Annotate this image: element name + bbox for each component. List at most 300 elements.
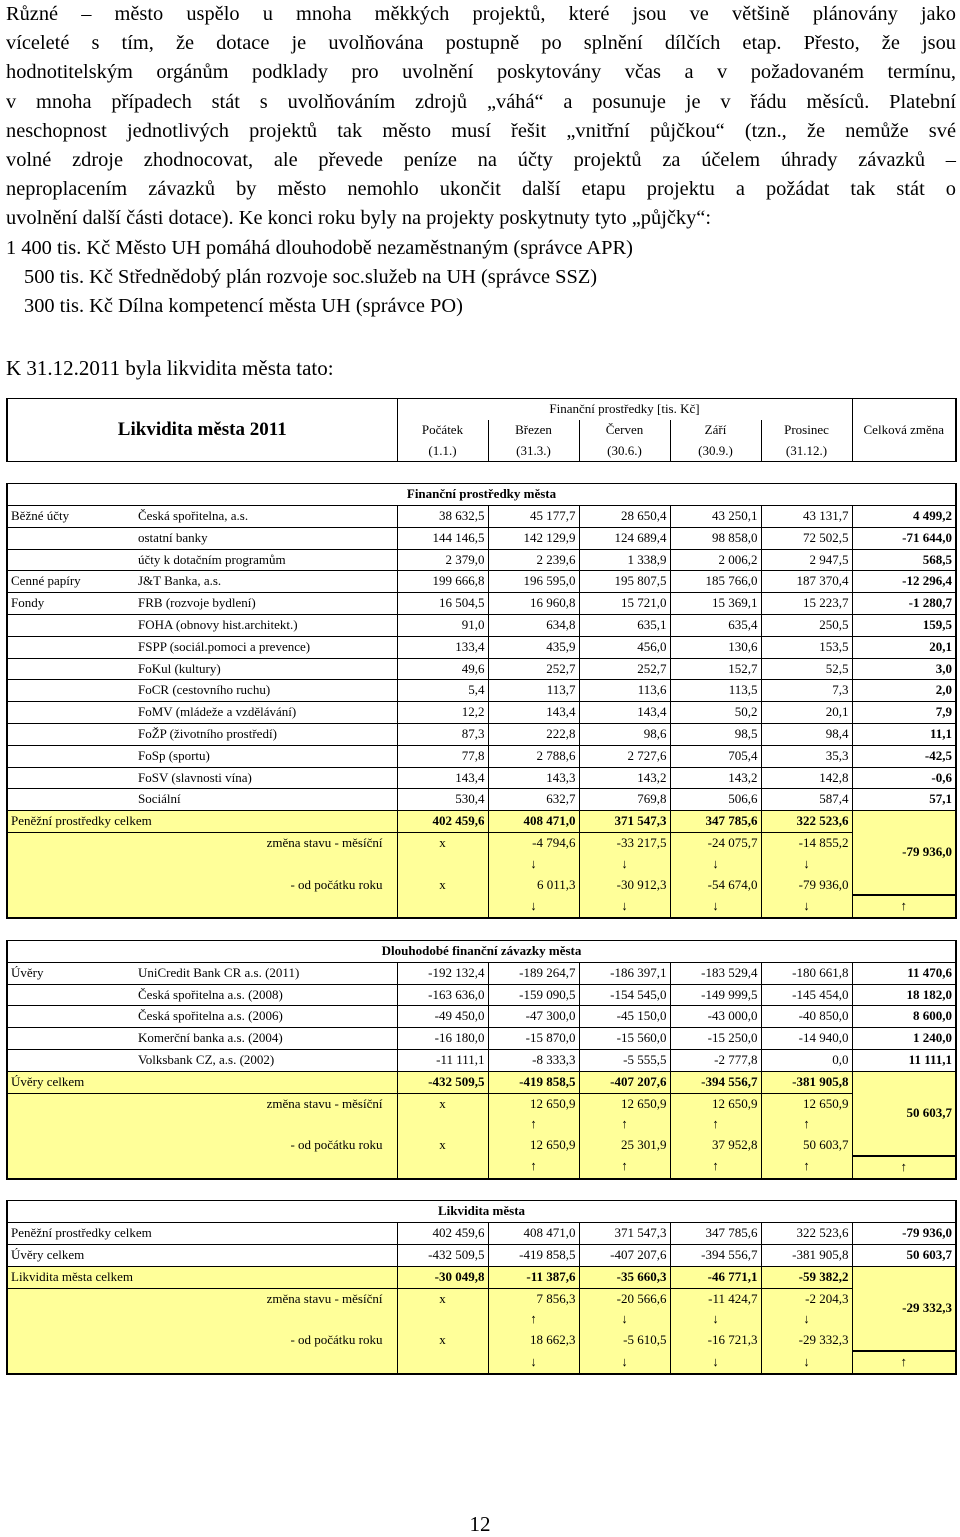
value-cell: -419 858,5 xyxy=(488,1245,579,1267)
value-cell: 2 379,0 xyxy=(397,549,488,571)
value-cell: 43 131,7 xyxy=(761,505,852,527)
value-cell: 130,6 xyxy=(670,636,761,658)
value-cell: -43 000,0 xyxy=(670,1006,761,1028)
row-category xyxy=(7,680,135,702)
total-value: -407 207,6 xyxy=(579,1071,670,1093)
total-value: 371 547,3 xyxy=(579,811,670,833)
value-cell: -159 090,5 xyxy=(488,984,579,1006)
table-row xyxy=(7,549,956,571)
value-cell: 408 471,0 xyxy=(488,1223,579,1245)
arrow-down-icon: ↓ xyxy=(761,1309,852,1330)
value-cell: -381 905,8 xyxy=(761,1245,852,1267)
page-number: 12 xyxy=(469,1512,491,1536)
loan-line: 1 400 tis. Kč Město UH pomáhá dlouhodobě nezaměstnaným (správce APR) xyxy=(6,236,633,259)
arrow-down-icon xyxy=(397,854,488,875)
change-cell: -71 644,0 xyxy=(852,527,956,549)
table-row xyxy=(7,658,956,680)
value-cell: 72 502,5 xyxy=(761,527,852,549)
value-cell: 143,4 xyxy=(488,702,579,724)
monthly-value: 12 650,9 xyxy=(488,1093,579,1114)
value-cell: 705,4 xyxy=(670,745,761,767)
column-date: (30.6.) xyxy=(579,441,670,462)
row-item: FoSp (sportu) xyxy=(135,745,397,767)
value-cell: -407 207,6 xyxy=(579,1245,670,1267)
value-cell: 506,6 xyxy=(670,789,761,811)
change-cell: 4 499,2 xyxy=(852,505,956,527)
monthly-value: 7 856,3 xyxy=(488,1288,579,1309)
row-item: FSPP (sociál.pomoci a prevence) xyxy=(135,636,397,658)
row-category: Úvěry xyxy=(7,962,135,984)
value-cell: -189 264,7 xyxy=(488,962,579,984)
row-item: Česká spořitelna a.s. (2006) xyxy=(135,1006,397,1028)
value-cell: -15 870,0 xyxy=(488,1028,579,1050)
arrow-up-icon: ↑ xyxy=(488,1114,579,1135)
total-value: -59 382,2 xyxy=(761,1266,852,1288)
row-category xyxy=(7,614,135,636)
value-cell: 2 239,6 xyxy=(488,549,579,571)
value-cell: 435,9 xyxy=(488,636,579,658)
loan-line: 500 tis. Kč Střednědobý plán rozvoje soc.služeb na UH (správce SSZ) xyxy=(24,265,598,288)
arrow-icon: ↓ xyxy=(670,895,761,918)
change-cell: -1 280,7 xyxy=(852,593,956,615)
ytd-value: 37 952,8 xyxy=(670,1135,761,1156)
change-cell: -12 296,4 xyxy=(852,571,956,593)
value-cell: 587,4 xyxy=(761,789,852,811)
value-cell: -40 850,0 xyxy=(761,1006,852,1028)
column-date: (31.12.) xyxy=(761,441,852,462)
arrow-icon: ↓ xyxy=(579,895,670,918)
row-category xyxy=(7,723,135,745)
value-cell: 15 721,0 xyxy=(579,593,670,615)
value-cell: 35,3 xyxy=(761,745,852,767)
arrow-icon xyxy=(397,1156,488,1179)
value-cell: 347 785,6 xyxy=(670,1223,761,1245)
value-cell: 113,5 xyxy=(670,680,761,702)
change-cell: -79 936,0 xyxy=(852,1223,956,1245)
total-value: -394 556,7 xyxy=(670,1071,761,1093)
change-cell: 57,1 xyxy=(852,789,956,811)
row-category xyxy=(7,527,135,549)
monthly-value: -14 855,2 xyxy=(761,832,852,853)
change-cell: 3,0 xyxy=(852,658,956,680)
section-title: Dlouhodobé finanční závazky města xyxy=(7,940,956,962)
row-category: Fondy xyxy=(7,593,135,615)
total-value: 408 471,0 xyxy=(488,811,579,833)
table-row xyxy=(7,527,956,549)
value-cell: 2 788,6 xyxy=(488,745,579,767)
total-value: -419 858,5 xyxy=(488,1071,579,1093)
value-cell: -8 333,3 xyxy=(488,1049,579,1071)
ytd-value: 25 301,9 xyxy=(579,1135,670,1156)
arrow-up-icon: ↑ xyxy=(761,1114,852,1135)
value-cell: -394 556,7 xyxy=(670,1245,761,1267)
value-cell: 28 650,4 xyxy=(579,505,670,527)
value-cell: 142,8 xyxy=(761,767,852,789)
value-cell: -5 555,5 xyxy=(579,1049,670,1071)
value-cell: -432 509,5 xyxy=(397,1245,488,1267)
row-item: Sociální xyxy=(135,789,397,811)
value-cell: -180 661,8 xyxy=(761,962,852,984)
monthly-change-row xyxy=(7,832,956,853)
paragraph-line: v mnoha případech stát s uvolňováním zdrojů „váhá“ a posunuje je v řádu měsíců. Platební xyxy=(6,90,956,113)
table-row xyxy=(7,723,956,745)
change-cell: 50 603,7 xyxy=(852,1245,956,1267)
monthly-arrow-row xyxy=(7,1309,956,1330)
value-cell: 371 547,3 xyxy=(579,1223,670,1245)
intro-paragraph xyxy=(6,0,956,321)
value-cell: 252,7 xyxy=(579,658,670,680)
monthly-change-row xyxy=(7,1093,956,1114)
spacer xyxy=(7,462,956,484)
change-cell: 159,5 xyxy=(852,614,956,636)
value-cell: 152,7 xyxy=(670,658,761,680)
ytd-value: -5 610,5 xyxy=(579,1330,670,1351)
change-cell: 11,1 xyxy=(852,723,956,745)
ytd-label: - od počátku roku xyxy=(7,875,397,896)
paragraph-line: víceleté s tím, že dotace je uvolňována postupně po splnění dílčích etap. Přesto, že jsou xyxy=(6,32,956,55)
change-cell: 2,0 xyxy=(852,680,956,702)
spacer xyxy=(7,918,956,940)
column-date: (1.1.) xyxy=(397,441,488,462)
ytd-value: 12 650,9 xyxy=(488,1135,579,1156)
table-row xyxy=(7,636,956,658)
row-label: Úvěry celkem xyxy=(7,1245,397,1267)
liquidity-table xyxy=(6,398,957,1375)
paragraph-line: uvolnění další části dotace). Ke konci roku byly na projekty poskytnuty tyto „půjčky“: xyxy=(6,207,712,230)
change-cell: 11 470,6 xyxy=(852,962,956,984)
arrow-spacer xyxy=(7,1309,397,1330)
value-cell: 49,6 xyxy=(397,658,488,680)
value-cell: 143,2 xyxy=(579,767,670,789)
value-cell: -45 150,0 xyxy=(579,1006,670,1028)
value-cell: -183 529,4 xyxy=(670,962,761,984)
table-row xyxy=(7,571,956,593)
ytd-value: -30 912,3 xyxy=(579,875,670,896)
monthly-arrow-row xyxy=(7,1114,956,1135)
value-cell: -14 940,0 xyxy=(761,1028,852,1050)
value-cell: 43 250,1 xyxy=(670,505,761,527)
arrow-icon: ↓ xyxy=(761,1351,852,1374)
ytd-value: -79 936,0 xyxy=(761,875,852,896)
row-item: Komerční banka a.s. (2004) xyxy=(135,1028,397,1050)
section-header xyxy=(7,484,956,506)
ytd-arrow-row xyxy=(7,1351,956,1374)
value-cell: -192 132,4 xyxy=(397,962,488,984)
change-cell: 8 600,0 xyxy=(852,1006,956,1028)
value-cell: -15 250,0 xyxy=(670,1028,761,1050)
change-cell: 1 240,0 xyxy=(852,1028,956,1050)
value-cell: 113,7 xyxy=(488,680,579,702)
arrow-down-icon: ↑ xyxy=(488,1309,579,1330)
table-row xyxy=(7,962,956,984)
paragraph-line: Různé – město uspělo u mnoha měkkých projektů, které jsou ve většině plánovány jako xyxy=(6,3,956,25)
table-row xyxy=(7,984,956,1006)
monthly-value: -24 075,7 xyxy=(670,832,761,853)
row-item: Česká spořitelna, a.s. xyxy=(135,505,397,527)
table-row xyxy=(7,1028,956,1050)
change-cell: 18 182,0 xyxy=(852,984,956,1006)
column-date: (30.9.) xyxy=(670,441,761,462)
monthly-value: -2 204,3 xyxy=(761,1288,852,1309)
value-cell: 142 129,9 xyxy=(488,527,579,549)
arrow-down-icon: ↓ xyxy=(488,854,579,875)
monthly-arrow-row xyxy=(7,854,956,875)
change-header: Celková změna xyxy=(852,399,956,462)
ytd-arrow-row xyxy=(7,1156,956,1179)
total-value: 347 785,6 xyxy=(670,811,761,833)
value-cell: -16 180,0 xyxy=(397,1028,488,1050)
arrow-spacer xyxy=(7,895,397,918)
liquidity-heading: K 31.12.2011 byla likvidita města tato: xyxy=(6,356,334,380)
row-item: Volksbank CZ, a.s. (2002) xyxy=(135,1049,397,1071)
arrow-spacer xyxy=(7,1351,397,1374)
monthly-value: 12 650,9 xyxy=(761,1093,852,1114)
total-change-cell: 50 603,7 xyxy=(852,1071,956,1156)
value-cell: 195 807,5 xyxy=(579,571,670,593)
value-cell: 530,4 xyxy=(397,789,488,811)
value-cell: 91,0 xyxy=(397,614,488,636)
value-cell: 2 947,5 xyxy=(761,549,852,571)
value-cell: 98 858,0 xyxy=(670,527,761,549)
table-title: Likvidita města 2011 xyxy=(7,399,397,462)
value-cell: 632,7 xyxy=(488,789,579,811)
arrow-up-icon: ↑ xyxy=(670,1114,761,1135)
table-row xyxy=(7,1223,956,1245)
arrow-down-icon: ↓ xyxy=(579,854,670,875)
value-cell: -15 560,0 xyxy=(579,1028,670,1050)
table-row xyxy=(7,614,956,636)
monthly-label: změna stavu - měsíční xyxy=(7,1093,397,1114)
row-category: Cenné papíry xyxy=(7,571,135,593)
value-cell: -186 397,1 xyxy=(579,962,670,984)
column-header: Počátek xyxy=(397,420,488,441)
ytd-arrow-row xyxy=(7,895,956,918)
total-row xyxy=(7,1071,956,1093)
table-row xyxy=(7,767,956,789)
ytd-value: 6 011,3 xyxy=(488,875,579,896)
value-cell: 38 632,5 xyxy=(397,505,488,527)
arrow-icon: ↑ xyxy=(670,1156,761,1179)
value-cell: 322 523,6 xyxy=(761,1223,852,1245)
monthly-value: -33 217,5 xyxy=(579,832,670,853)
paragraph-line: neschopnost jednotlivých projektů tak město musí řešit „vnitřní půjčkou“ (tzn., že nemůže své xyxy=(6,119,956,142)
total-change-arrow-icon: ↑ xyxy=(852,1351,956,1374)
header-row-1 xyxy=(7,399,956,420)
row-category: Běžné účty xyxy=(7,505,135,527)
paragraph-line: volné zdroje zhodnocovat, ale převede peníze na účty projektů za účelem úhrady závazků – xyxy=(6,149,956,172)
ytd-change-row xyxy=(7,1135,956,1156)
spacer xyxy=(7,1179,956,1201)
row-category xyxy=(7,745,135,767)
value-cell: 5,4 xyxy=(397,680,488,702)
value-cell: 98,4 xyxy=(761,723,852,745)
value-cell: 15 223,7 xyxy=(761,593,852,615)
total-change-cell: -29 332,3 xyxy=(852,1266,956,1351)
arrow-spacer xyxy=(7,1114,397,1135)
value-cell: 187 370,4 xyxy=(761,571,852,593)
value-cell: 113,6 xyxy=(579,680,670,702)
value-cell: 20,1 xyxy=(761,702,852,724)
ytd-label: - od počátku roku xyxy=(7,1330,397,1351)
value-cell: 635,1 xyxy=(579,614,670,636)
column-header: Září xyxy=(670,420,761,441)
monthly-value: x xyxy=(397,832,488,853)
value-cell: 634,8 xyxy=(488,614,579,636)
monthly-value: x xyxy=(397,1093,488,1114)
total-label: Peněžní prostředky celkem xyxy=(7,811,397,833)
value-cell: 124 689,4 xyxy=(579,527,670,549)
section-header xyxy=(7,1201,956,1223)
value-cell: 153,5 xyxy=(761,636,852,658)
ytd-value: x xyxy=(397,1135,488,1156)
row-category xyxy=(7,1049,135,1071)
value-cell: 45 177,7 xyxy=(488,505,579,527)
ytd-change-row xyxy=(7,875,956,896)
arrow-icon: ↓ xyxy=(761,895,852,918)
value-cell: 52,5 xyxy=(761,658,852,680)
value-cell: 143,2 xyxy=(670,767,761,789)
value-cell: 0,0 xyxy=(761,1049,852,1071)
table-row xyxy=(7,1049,956,1071)
row-category xyxy=(7,636,135,658)
value-cell: 196 595,0 xyxy=(488,571,579,593)
section-title: Likvidita města xyxy=(7,1201,956,1223)
table-row xyxy=(7,593,956,615)
value-cell: 77,8 xyxy=(397,745,488,767)
row-category xyxy=(7,702,135,724)
paragraph-line: hodnotitelským orgánům podklady pro uvolnění poskytovány včas a v požadovaném termínu, xyxy=(6,61,956,84)
column-header: Červen xyxy=(579,420,670,441)
total-change-arrow-icon: ↑ xyxy=(852,1156,956,1179)
value-cell: -47 300,0 xyxy=(488,1006,579,1028)
row-item: FOHA (obnovy hist.architekt.) xyxy=(135,614,397,636)
total-value: -432 509,5 xyxy=(397,1071,488,1093)
spacer-row xyxy=(7,918,956,940)
total-value: 322 523,6 xyxy=(761,811,852,833)
arrow-icon: ↑ xyxy=(488,1156,579,1179)
change-cell: 20,1 xyxy=(852,636,956,658)
arrow-icon: ↓ xyxy=(488,895,579,918)
arrow-down-icon: ↓ xyxy=(761,854,852,875)
value-cell: 15 369,1 xyxy=(670,593,761,615)
ytd-value: 18 662,3 xyxy=(488,1330,579,1351)
paragraph-line: neproplacením závazků by město nemohlo ukončit další etapu projektu a požádat tak stát o xyxy=(6,178,956,201)
row-item: Česká spořitelna a.s. (2008) xyxy=(135,984,397,1006)
column-date: (31.3.) xyxy=(488,441,579,462)
arrow-icon: ↓ xyxy=(670,1351,761,1374)
arrow-icon: ↓ xyxy=(488,1351,579,1374)
ytd-value: 50 603,7 xyxy=(761,1135,852,1156)
table-row xyxy=(7,1006,956,1028)
arrow-down-icon: ↓ xyxy=(670,854,761,875)
total-change-arrow-icon: ↑ xyxy=(852,895,956,918)
value-cell: 2 727,6 xyxy=(579,745,670,767)
total-row xyxy=(7,1266,956,1288)
value-cell: 144 146,5 xyxy=(397,527,488,549)
row-category xyxy=(7,658,135,680)
arrow-up-icon xyxy=(397,1114,488,1135)
arrow-icon: ↓ xyxy=(579,1351,670,1374)
value-cell: 769,8 xyxy=(579,789,670,811)
table-row xyxy=(7,745,956,767)
change-cell: -0,6 xyxy=(852,767,956,789)
value-cell: 50,2 xyxy=(670,702,761,724)
row-category xyxy=(7,984,135,1006)
ytd-value: -54 674,0 xyxy=(670,875,761,896)
table-row xyxy=(7,789,956,811)
value-cell: -163 636,0 xyxy=(397,984,488,1006)
monthly-value: -4 794,6 xyxy=(488,832,579,853)
row-item: ostatní banky xyxy=(135,527,397,549)
monthly-value: x xyxy=(397,1288,488,1309)
total-value: 402 459,6 xyxy=(397,811,488,833)
table-row xyxy=(7,680,956,702)
value-cell: -154 545,0 xyxy=(579,984,670,1006)
value-cell: 143,4 xyxy=(397,767,488,789)
monthly-change-row xyxy=(7,1288,956,1309)
spacer-row xyxy=(7,1179,956,1201)
change-cell: -42,5 xyxy=(852,745,956,767)
value-cell: 2 006,2 xyxy=(670,549,761,571)
monthly-label: změna stavu - měsíční xyxy=(7,832,397,853)
row-item: UniCredit Bank CR a.s. (2011) xyxy=(135,962,397,984)
value-cell: 1 338,9 xyxy=(579,549,670,571)
section-header xyxy=(7,940,956,962)
ytd-value: -16 721,3 xyxy=(670,1330,761,1351)
value-cell: 250,5 xyxy=(761,614,852,636)
value-cell: 7,3 xyxy=(761,680,852,702)
row-item: FoCR (cestovního ruchu) xyxy=(135,680,397,702)
arrow-icon xyxy=(397,1351,488,1374)
value-cell: -49 450,0 xyxy=(397,1006,488,1028)
ytd-value: x xyxy=(397,1330,488,1351)
loan-line: 300 tis. Kč Dílna kompetencí města UH (správce PO) xyxy=(24,295,463,318)
spacer-row xyxy=(7,462,956,484)
monthly-value: 12 650,9 xyxy=(579,1093,670,1114)
arrow-spacer xyxy=(7,1156,397,1179)
value-cell: 199 666,8 xyxy=(397,571,488,593)
table-row xyxy=(7,702,956,724)
row-category xyxy=(7,789,135,811)
row-item: FoKul (kultury) xyxy=(135,658,397,680)
arrow-down-icon: ↓ xyxy=(579,1309,670,1330)
value-cell: 635,4 xyxy=(670,614,761,636)
arrow-icon xyxy=(397,895,488,918)
value-cell: 12,2 xyxy=(397,702,488,724)
change-cell: 568,5 xyxy=(852,549,956,571)
section-title: Finanční prostředky města xyxy=(7,484,956,506)
value-cell: 98,6 xyxy=(579,723,670,745)
total-value: -30 049,8 xyxy=(397,1266,488,1288)
row-item: FRB (rozvoje bydlení) xyxy=(135,593,397,615)
row-item: FoŽP (životního prostředí) xyxy=(135,723,397,745)
value-cell: 456,0 xyxy=(579,636,670,658)
total-row xyxy=(7,811,956,833)
arrow-down-icon: ↓ xyxy=(670,1309,761,1330)
row-item: FoSV (slavnosti vína) xyxy=(135,767,397,789)
monthly-value: 12 650,9 xyxy=(670,1093,761,1114)
row-label: Peněžní prostředky celkem xyxy=(7,1223,397,1245)
arrow-icon: ↑ xyxy=(761,1156,852,1179)
row-item: FoMV (mládeže a vzdělávání) xyxy=(135,702,397,724)
total-change-cell: -79 936,0 xyxy=(852,811,956,896)
total-label: Likvidita města celkem xyxy=(7,1266,397,1288)
value-cell: 143,3 xyxy=(488,767,579,789)
monthly-value: -20 566,6 xyxy=(579,1288,670,1309)
column-header: Prosinec xyxy=(761,420,852,441)
value-cell: 133,4 xyxy=(397,636,488,658)
column-header: Březen xyxy=(488,420,579,441)
